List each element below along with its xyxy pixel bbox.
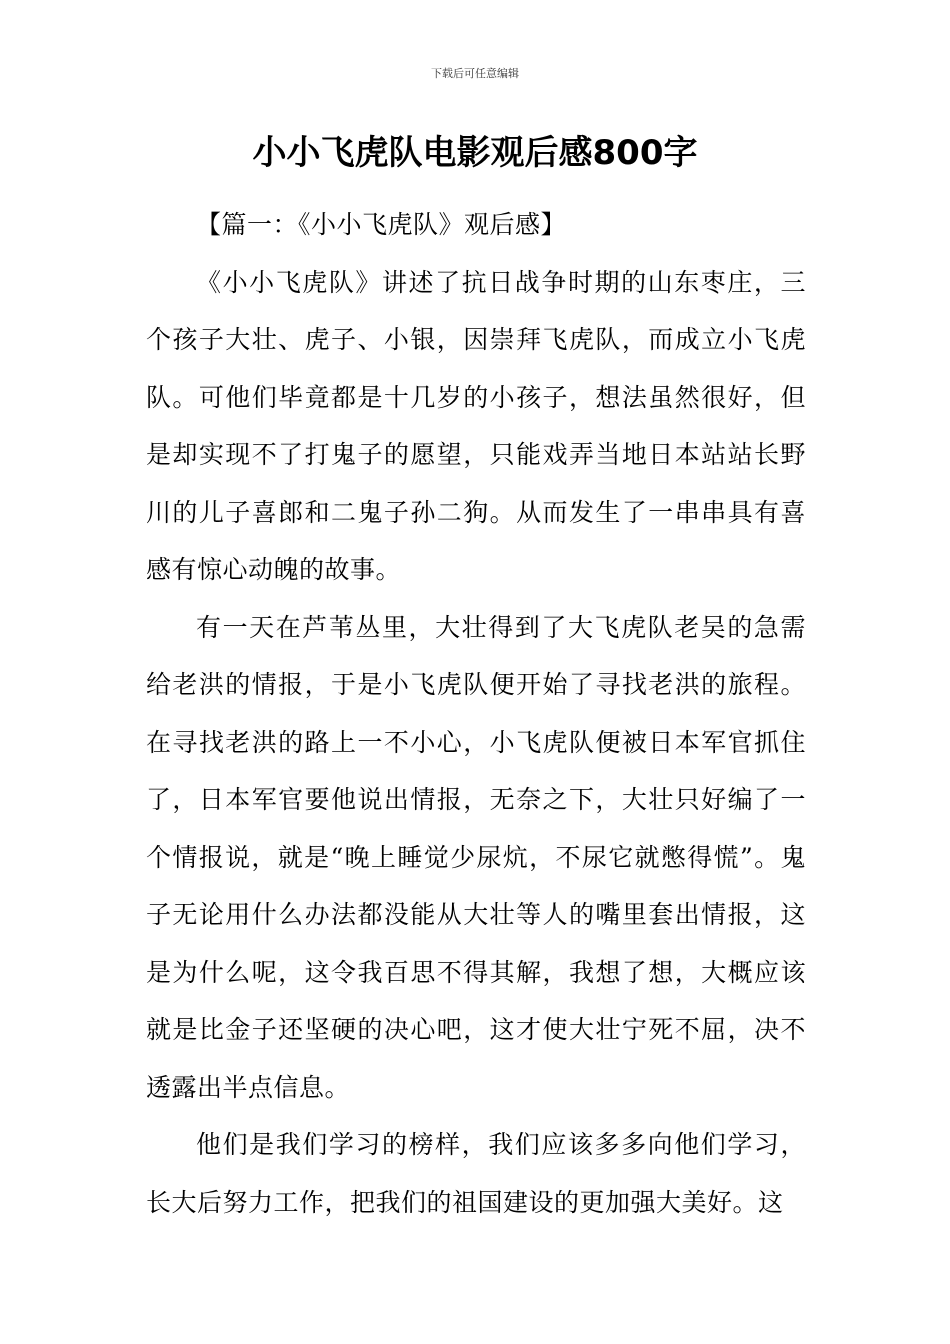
paragraph-2: 有一天在芦苇丛里，大壮得到了大飞虎队老吴的急需给老洪的情报，于是小飞虎队便开始了寻找老洪的旅程。在寻找老洪的路上一不小心，小飞虎队便被日本军官抓住了，日本军官要他说出情报，无奈之下，大壮只好编了一个情报说，就是“晚上睡觉少尿炕，不尿它就憋得慌”。鬼子无论用什么办法都没能从大壮等人的嘴里套出情报，这是为什么呢，这令我百思不得其解，我想了想，大概应该就是比金子还坚硬的决心吧，这才使大壮宁死不屈，决不透露出半点信息。 (146, 612, 806, 1102)
document-body (146, 196, 806, 1231)
paragraph-3: 他们是我们学习的榜样，我们应该多多向他们学习，长大后努力工作，把我们的祖国建设的更加强大美好。这 (146, 1130, 806, 1217)
paragraph-1: 《小小飞虎队》讲述了抗日战争时期的山东枣庄，三个孩子大壮、虎子、小银，因崇拜飞虎队，而成立小飞虎队。可他们毕竟都是十几岁的小孩子，想法虽然很好，但是却实现不了打鬼子的愿望，只能戏弄当地日本站站长野川的儿子喜郎和二鬼子孙二狗。从而发生了一串串具有喜感有惊心动魄的故事。 (146, 267, 806, 584)
document-title: 小小飞虎队电影观后感800字 (252, 133, 698, 173)
section-heading: 【篇一：《小小飞虎队》观后感】 (196, 210, 567, 239)
header-note: 下载后可任意编辑 (431, 67, 519, 80)
